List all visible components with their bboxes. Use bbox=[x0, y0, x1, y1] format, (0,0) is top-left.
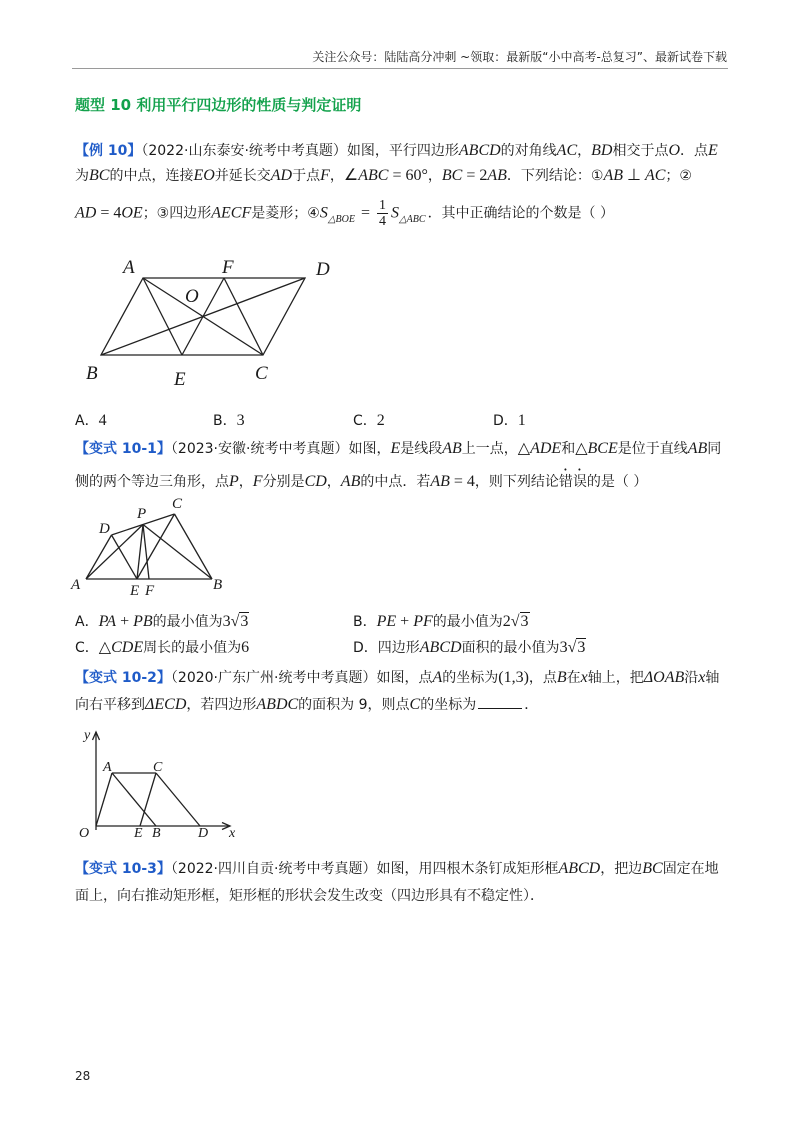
math-symbol: P bbox=[229, 473, 239, 490]
text-run: ；② bbox=[665, 168, 692, 184]
point-label-b: B bbox=[86, 363, 98, 384]
math-symbol: EO bbox=[193, 167, 215, 184]
math-symbol: BC bbox=[441, 167, 463, 184]
radicand: 3 bbox=[520, 613, 529, 630]
point-label-o: O bbox=[79, 826, 90, 841]
math-symbol: ABCD bbox=[558, 860, 601, 877]
text-run: ．下列结论：① bbox=[506, 168, 604, 184]
math-expression: △ bbox=[575, 440, 588, 457]
text-run: 周长的最小值为 bbox=[143, 640, 242, 656]
text-run: 的坐标为 bbox=[442, 670, 499, 686]
math-expression: 1 bbox=[517, 412, 526, 429]
math-symbol: ABCD bbox=[419, 639, 462, 656]
point-label-f: F bbox=[222, 257, 234, 278]
math-symbol: B bbox=[556, 669, 567, 686]
math-symbol: BC bbox=[642, 860, 663, 877]
text-run: 是线段 bbox=[400, 441, 443, 457]
math-expression: ∠ bbox=[343, 167, 359, 184]
question-tag: 【例 10】 bbox=[75, 143, 142, 159]
point-label-d: D bbox=[99, 521, 110, 537]
section-title: 题型 10 利用平行四边形的性质与判定证明 bbox=[75, 96, 362, 114]
figure-equilateral-triangles bbox=[70, 496, 222, 599]
text-run: A． bbox=[75, 614, 99, 630]
math-expression: 4 bbox=[98, 412, 107, 429]
math-symbol: AD bbox=[75, 204, 97, 222]
radicand: 3 bbox=[577, 639, 586, 656]
math-symbol: ΔOAB bbox=[643, 669, 685, 686]
math-symbol: PF bbox=[413, 613, 433, 630]
math-symbol: AD bbox=[270, 167, 293, 184]
text-run: 固定在地 bbox=[662, 861, 719, 877]
math-symbol: E bbox=[708, 142, 718, 159]
math-symbol: CDE bbox=[111, 639, 144, 656]
text-run: 的对角线 bbox=[500, 143, 557, 159]
text-run: 的最小值为 bbox=[432, 614, 503, 630]
fraction-numerator: 1 bbox=[378, 198, 386, 213]
text-run: 的中点，连接 bbox=[109, 168, 194, 184]
math-symbol: AB bbox=[603, 167, 624, 184]
text-run: 侧的两个等边三角形，点 bbox=[75, 474, 229, 490]
math-symbol: ΔECD bbox=[145, 696, 187, 713]
page-header-banner: 关注公众号：陆陆高分冲刺 ~领取：最新版“小中高考-总复习”、最新试卷下载 bbox=[312, 50, 727, 64]
math-expression: = 4 bbox=[449, 473, 475, 490]
text-run: 分别是 bbox=[262, 474, 305, 490]
text-run: A． bbox=[75, 413, 99, 429]
math-expression: = 60° bbox=[388, 167, 428, 184]
text-run: ， bbox=[577, 143, 592, 159]
math-symbol: AB bbox=[340, 473, 361, 490]
math-expression: = bbox=[356, 204, 374, 222]
text-run: ，点 bbox=[528, 670, 557, 686]
math-symbol: C bbox=[409, 696, 421, 713]
axis-label-y: y bbox=[84, 728, 91, 743]
math-symbol: S bbox=[319, 204, 328, 222]
math-symbol: O bbox=[668, 142, 681, 159]
math-symbol: x bbox=[698, 669, 706, 686]
text-run: 面积的最小值为 bbox=[461, 640, 560, 656]
point-label-p: P bbox=[137, 506, 147, 522]
math-expression: 2 bbox=[502, 613, 511, 630]
text-run: 同 bbox=[707, 441, 722, 457]
math-symbol: AB bbox=[487, 167, 507, 184]
math-expression: = 4 bbox=[96, 204, 122, 222]
math-expression: 3 bbox=[236, 412, 245, 429]
math-symbol: AB bbox=[687, 440, 708, 457]
figure-coordinate-translation bbox=[79, 728, 236, 841]
math-symbol: E bbox=[390, 440, 401, 457]
page-number: 28 bbox=[75, 1069, 91, 1083]
text-run: C． bbox=[75, 640, 99, 656]
math-symbol: BD bbox=[591, 142, 613, 159]
math-symbol: ADE bbox=[530, 440, 562, 457]
math-symbol: CD bbox=[304, 473, 327, 490]
point-label-b: B bbox=[152, 826, 161, 841]
math-expression: 6 bbox=[241, 639, 250, 656]
point-label-a: A bbox=[123, 257, 135, 278]
math-expression: 3 bbox=[559, 639, 568, 656]
segment-fc bbox=[224, 278, 263, 355]
point-label-c: C bbox=[153, 760, 163, 775]
figure-parallelogram-abcd bbox=[86, 257, 330, 390]
math-expression: 3 bbox=[222, 613, 231, 630]
segment-ad bbox=[86, 535, 112, 579]
text-run: 的是（ ） bbox=[586, 474, 648, 490]
text-run: ；③四边形 bbox=[142, 205, 212, 222]
math-symbol: F bbox=[320, 167, 330, 184]
text-run: （2022·山东泰安·统考中考真题）如图，平行四边形 bbox=[141, 143, 459, 159]
point-label-d: D bbox=[198, 826, 209, 841]
text-run: ．点 bbox=[680, 143, 709, 159]
math-expression: (1,3) bbox=[498, 669, 529, 686]
text-run: ， bbox=[427, 168, 442, 184]
math-symbol: OE bbox=[121, 204, 143, 222]
math-symbol: AECF bbox=[211, 204, 252, 222]
question-tag: 【变式 10-3】 bbox=[75, 861, 171, 877]
point-label-e: E bbox=[134, 826, 143, 841]
text-run: 为 bbox=[75, 168, 89, 184]
math-symbol: ABCD bbox=[458, 142, 501, 159]
segment-cb bbox=[175, 514, 213, 579]
math-symbol: x bbox=[580, 669, 588, 686]
math-symbol: PE bbox=[376, 613, 397, 630]
text-run: 是菱形；④ bbox=[251, 205, 320, 222]
text-run: B． bbox=[213, 413, 237, 429]
text-run: 向右平移到 bbox=[75, 697, 145, 713]
text-run: 的面积为 9，则点 bbox=[298, 697, 410, 713]
text-run: （2023·安徽·统考中考真题）如图， bbox=[170, 441, 391, 457]
point-label-e: E bbox=[174, 369, 186, 390]
text-run: B． bbox=[353, 614, 377, 630]
radicand: 3 bbox=[240, 613, 249, 630]
math-symbol: AB bbox=[430, 473, 450, 490]
emphasized-text: 错误 bbox=[558, 474, 587, 490]
point-label-c: C bbox=[172, 496, 183, 512]
axis-label-x: x bbox=[229, 826, 236, 841]
text-run: 四边形 bbox=[377, 640, 420, 656]
math-symbol: ABDC bbox=[256, 696, 299, 713]
math-symbol: AC bbox=[644, 167, 666, 184]
text-run: 轴 bbox=[705, 670, 720, 686]
point-label-o: O bbox=[185, 286, 199, 307]
text-run: 的坐标为 bbox=[420, 697, 477, 713]
point-label-a: A bbox=[103, 760, 112, 775]
text-run: 是位于直线 bbox=[617, 441, 688, 457]
text-run: （2022·四川自贡·统考中考真题）如图，用四根木条钉成矩形框 bbox=[170, 861, 559, 877]
math-symbol: PA bbox=[98, 613, 117, 630]
point-label-b: B bbox=[213, 577, 223, 593]
fraction-denominator: 4 bbox=[378, 214, 386, 229]
segment-pa bbox=[86, 525, 143, 580]
text-run: 在 bbox=[566, 670, 581, 686]
math-symbol: BCE bbox=[587, 440, 618, 457]
text-run: 相交于点 bbox=[612, 143, 669, 159]
text-run: C． bbox=[353, 413, 377, 429]
segment-ec bbox=[137, 514, 175, 579]
text-run: ， bbox=[238, 474, 253, 490]
math-symbol: S bbox=[390, 204, 399, 222]
math-expression: = 2 bbox=[462, 167, 488, 184]
text-run: 轴上，把 bbox=[587, 670, 644, 686]
text-run: 上一点， bbox=[461, 441, 518, 457]
text-run: D． bbox=[353, 640, 378, 656]
point-label-e: E bbox=[130, 583, 140, 599]
point-label-d: D bbox=[316, 259, 330, 280]
text-run: 沿 bbox=[684, 670, 699, 686]
question-tag: 【变式 10-1】 bbox=[75, 441, 171, 457]
text-run: （2020·广东广州·统考中考真题）如图，点 bbox=[170, 670, 433, 686]
text-run: ． bbox=[524, 697, 539, 713]
text-run: ．其中正确结论的个数是（ ） bbox=[427, 205, 615, 222]
math-expression: △ bbox=[517, 440, 531, 457]
math-symbol: ABC bbox=[358, 167, 389, 184]
math-symbol: BC bbox=[89, 167, 110, 184]
text-run: 的中点．若 bbox=[360, 474, 431, 490]
math-symbol: AB bbox=[442, 440, 462, 457]
math-expression: + bbox=[396, 613, 414, 630]
text-run: ， bbox=[329, 168, 344, 184]
math-expression: △ bbox=[98, 639, 112, 656]
segment-ae bbox=[143, 278, 182, 355]
text-run: 于点 bbox=[292, 168, 321, 184]
text-run: ，则下列结论 bbox=[474, 474, 559, 490]
point-label-a: A bbox=[71, 577, 81, 593]
math-expression: + bbox=[116, 613, 134, 630]
math-symbol: AC bbox=[556, 142, 578, 159]
text-run: ，把边 bbox=[600, 861, 643, 877]
text-run: 并延长交 bbox=[214, 168, 271, 184]
math-expression: 2 bbox=[376, 412, 385, 429]
text-run: 和 bbox=[561, 441, 576, 457]
segment-ec bbox=[140, 773, 156, 826]
math-symbol: A bbox=[432, 669, 443, 686]
point-label-c: C bbox=[255, 363, 268, 384]
math-symbol: F bbox=[252, 473, 263, 490]
text-run: ，若四边形 bbox=[186, 697, 257, 713]
segment-cd bbox=[156, 773, 200, 826]
text-run: 的最小值为 bbox=[152, 614, 223, 630]
text-run: 面上，向右推动矩形框，矩形框的形状会发生改变（四边形具有不稳定性）． bbox=[75, 888, 544, 904]
math-expression: ⊥ bbox=[623, 167, 645, 184]
segment-ab bbox=[112, 773, 156, 826]
segment-pf bbox=[143, 525, 149, 580]
math-symbol: PB bbox=[133, 613, 153, 630]
question-tag: 【变式 10-2】 bbox=[75, 670, 171, 686]
math-subscript: △ABC bbox=[398, 213, 426, 225]
segment-oa bbox=[96, 773, 112, 826]
math-subscript: △BOE bbox=[327, 213, 355, 225]
text-run: D． bbox=[493, 413, 518, 429]
point-label-f: F bbox=[145, 583, 155, 599]
text-run: ， bbox=[326, 474, 341, 490]
